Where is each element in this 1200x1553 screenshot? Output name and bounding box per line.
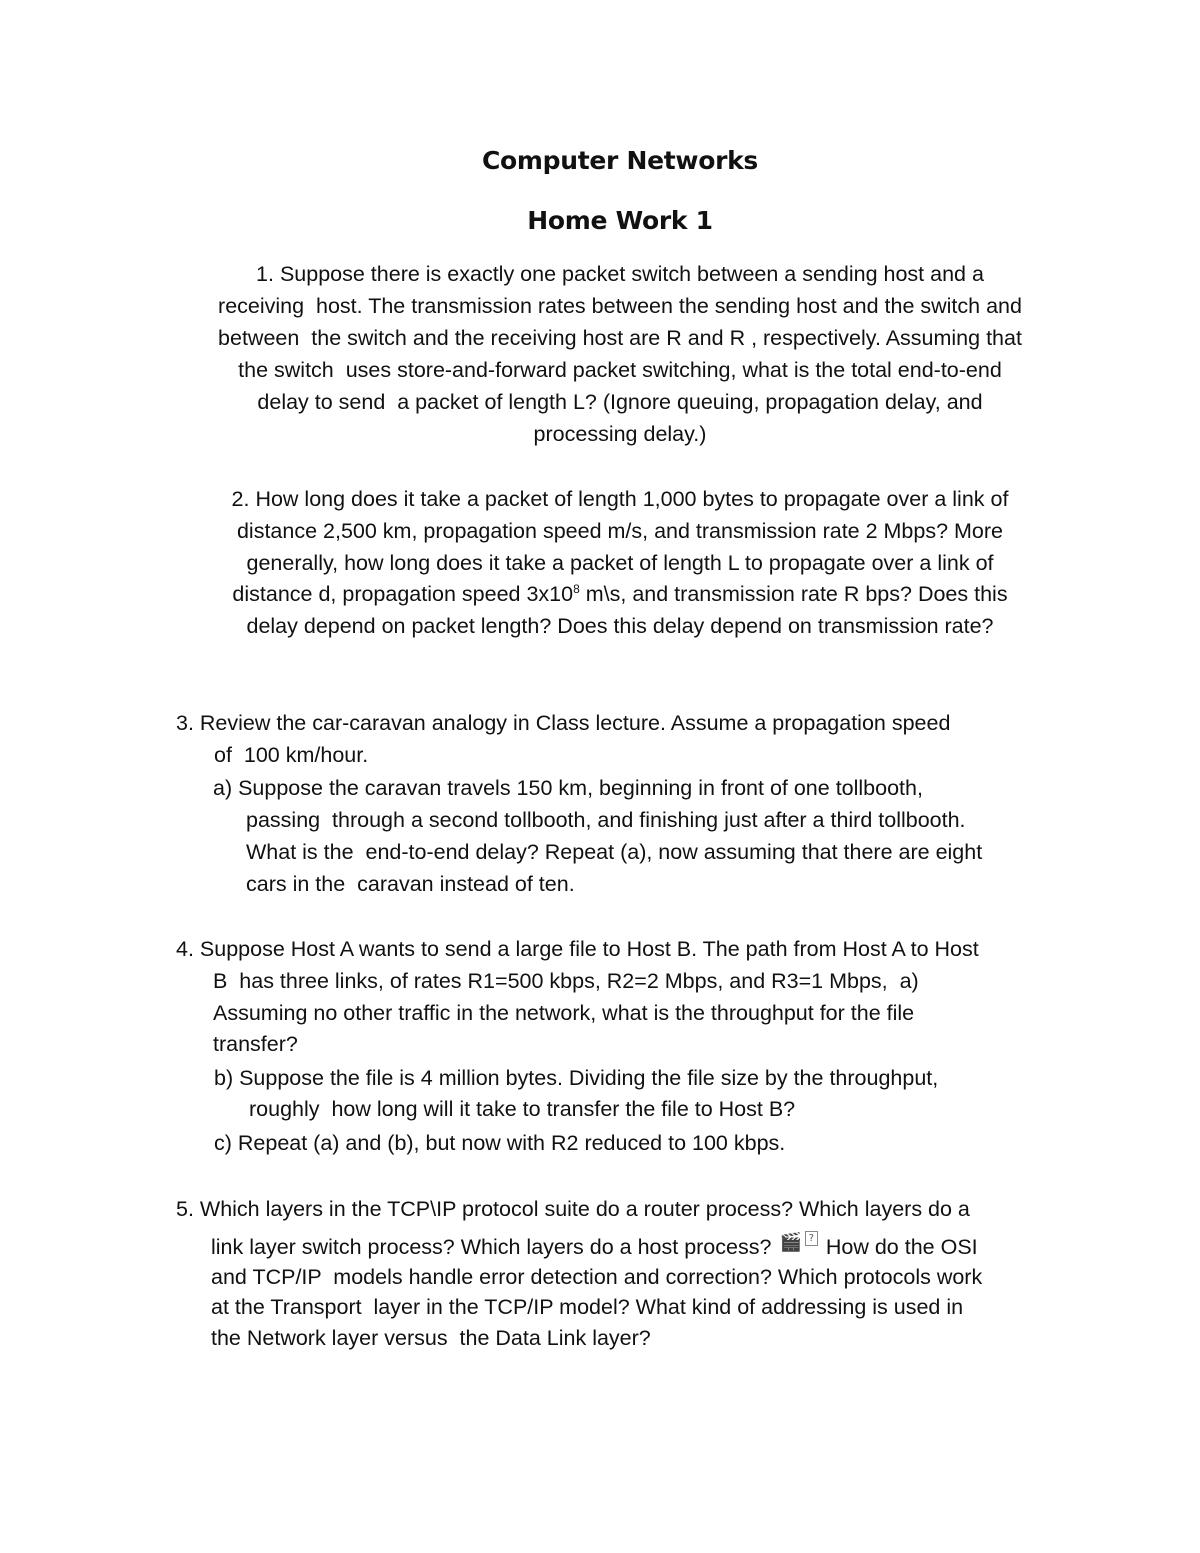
document-subtitle: Home Work 1 (527, 206, 713, 235)
q2-exponent: 8 (573, 581, 580, 596)
q2-line (0, 581, 1200, 606)
q4-line: roughly how long will it take to transfer the file to Host B? (249, 1097, 796, 1121)
q2-line: generally, how long does it take a packet of length L to propagate over a link of (246, 551, 994, 575)
q2-line4-pre: distance d, propagation speed 3x10 (232, 582, 574, 606)
q4-line: Assuming no other traffic in the network, what is the throughput for the file (213, 1001, 915, 1025)
q4-line: B has three links, of rates R1=500 kbps, R2=2 Mbps, and R3=1 Mbps, a) (213, 969, 919, 993)
q2-line4-post: m\s, and transmission rate R bps? Does this (579, 582, 1008, 606)
q1-line: delay to send a packet of length L? (Ignore queuing, propagation delay, and (257, 390, 983, 414)
q5-line2-pre: link layer switch process? Which layers do a host process? (211, 1235, 772, 1259)
q5-line: 5. Which layers in the TCP\IP protocol suite do a router process? Which layers do a (176, 1197, 970, 1221)
embedded-object-icons (779, 1231, 817, 1253)
q1-line: the switch uses store-and-forward packet switching, what is the total end-to-end (238, 358, 1002, 382)
q1-line: between the switch and the receiving host are R and R , respectively. Assuming that (218, 326, 1022, 350)
q2-line: delay depend on packet length? Does this delay depend on transmission rate? (246, 614, 994, 638)
q1-line: 1. Suppose there is exactly one packet switch between a sending host and a (256, 262, 984, 286)
q3-line: 3. Review the car-caravan analogy in Class lecture. Assume a propagation speed (176, 711, 951, 735)
q1-line: processing delay.) (533, 422, 707, 446)
q3-line: passing through a second tollbooth, and finishing just after a third tollbooth. (246, 808, 966, 832)
q2-line: 2. How long does it take a packet of length 1,000 bytes to propagate over a link of (231, 487, 1009, 511)
q5-line: and TCP/IP models handle error detection and correction? Which protocols work (211, 1265, 983, 1289)
q3-line: cars in the caravan instead of ten. (246, 872, 575, 896)
q4-line: 4. Suppose Host A wants to send a large file to Host B. The path from Host A to Host (176, 937, 979, 961)
q3-line: of 100 km/hour. (214, 743, 369, 767)
q4-line: b) Suppose the file is 4 million bytes. Dividing the file size by the throughput, (214, 1066, 939, 1090)
document-title: Computer Networks (481, 146, 759, 175)
q5-line (211, 1232, 978, 1259)
q2-line: distance 2,500 km, propagation speed m/s, and transmission rate 2 Mbps? More (236, 519, 1004, 543)
q3-line: What is the end-to-end delay? Repeat (a), now assuming that there are eight (246, 840, 983, 864)
q1-line: receiving host. The transmission rates between the sending host and the switch and (218, 294, 1022, 318)
q4-line: c) Repeat (a) and (b), but now with R2 reduced to 100 kbps. (214, 1131, 786, 1155)
broken-image-icon: ? (805, 1231, 818, 1246)
q5-line: at the Transport layer in the TCP/IP model? What kind of addressing is used in (211, 1295, 964, 1319)
q5-line2-post: How do the OSI (825, 1235, 978, 1259)
q3-line: a) Suppose the caravan travels 150 km, beginning in front of one tollbooth, (213, 776, 923, 800)
q5-line: the Network layer versus the Data Link layer? (211, 1326, 651, 1350)
clapperboard-icon: 🎬 (779, 1232, 802, 1253)
q4-line: transfer? (213, 1032, 298, 1056)
